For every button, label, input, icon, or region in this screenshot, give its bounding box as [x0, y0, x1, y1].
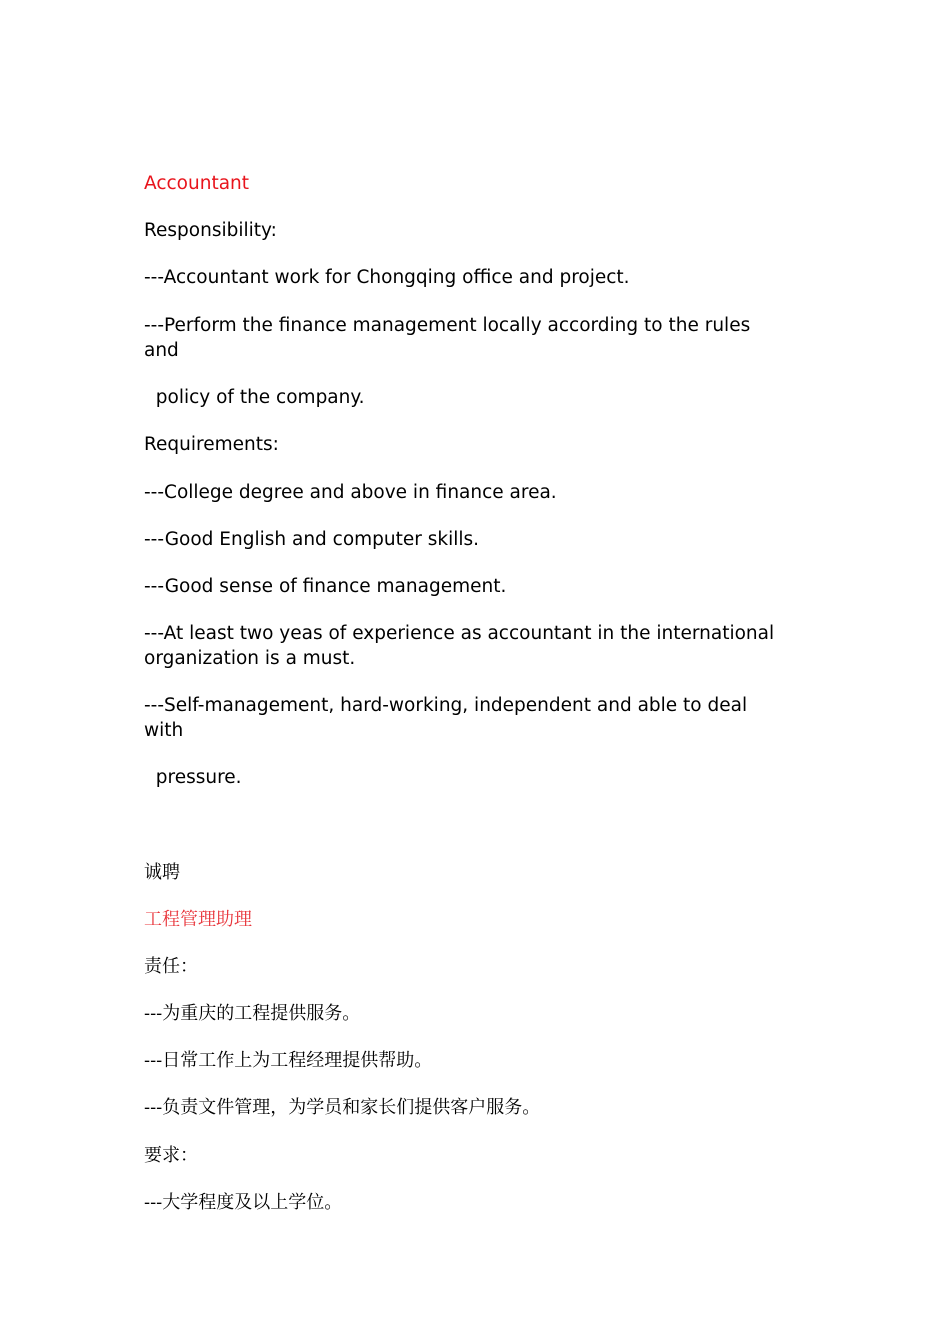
requirement-item-continued: pressure. [144, 767, 242, 788]
requirement-item-continued: organization is a must. [144, 648, 356, 669]
requirements-heading-cn: 要求： [144, 1145, 198, 1166]
responsibility-item-cn: ---负责文件管理，为学员和家长们提供客户服务。 [144, 1097, 541, 1118]
responsibility-item-cn: ---日常工作上为工程经理提供帮助。 [144, 1050, 433, 1071]
responsibility-item-continued: and [144, 340, 179, 361]
requirement-item-continued: with [144, 720, 184, 741]
requirement-item-cn: ---大学程度及以上学位。 [144, 1192, 343, 1213]
requirement-item: ---Good sense of finance management. [144, 576, 507, 597]
requirements-heading: Requirements: [144, 434, 279, 455]
responsibility-heading-cn: 责任： [144, 956, 198, 977]
responsibility-item: ---Perform the finance management locally according to the rules [144, 315, 751, 336]
job-title-project-assistant: 工程管理助理 [144, 909, 252, 930]
responsibility-item-continued: policy of the company. [144, 387, 365, 408]
requirement-item: ---College degree and above in finance area. [144, 482, 557, 503]
responsibility-heading: Responsibility: [144, 220, 277, 241]
requirement-item: ---Good English and computer skills. [144, 529, 480, 550]
requirement-item: ---Self-management, hard-working, independent and able to deal [144, 695, 748, 716]
recruiting-intro: 诚聘 [144, 862, 180, 883]
responsibility-item: ---Accountant work for Chongqing office and project. [144, 267, 630, 288]
job-title-accountant: Accountant [144, 173, 250, 194]
responsibility-item-cn: ---为重庆的工程提供服务。 [144, 1003, 361, 1024]
requirement-item: ---At least two yeas of experience as accountant in the international [144, 623, 775, 644]
